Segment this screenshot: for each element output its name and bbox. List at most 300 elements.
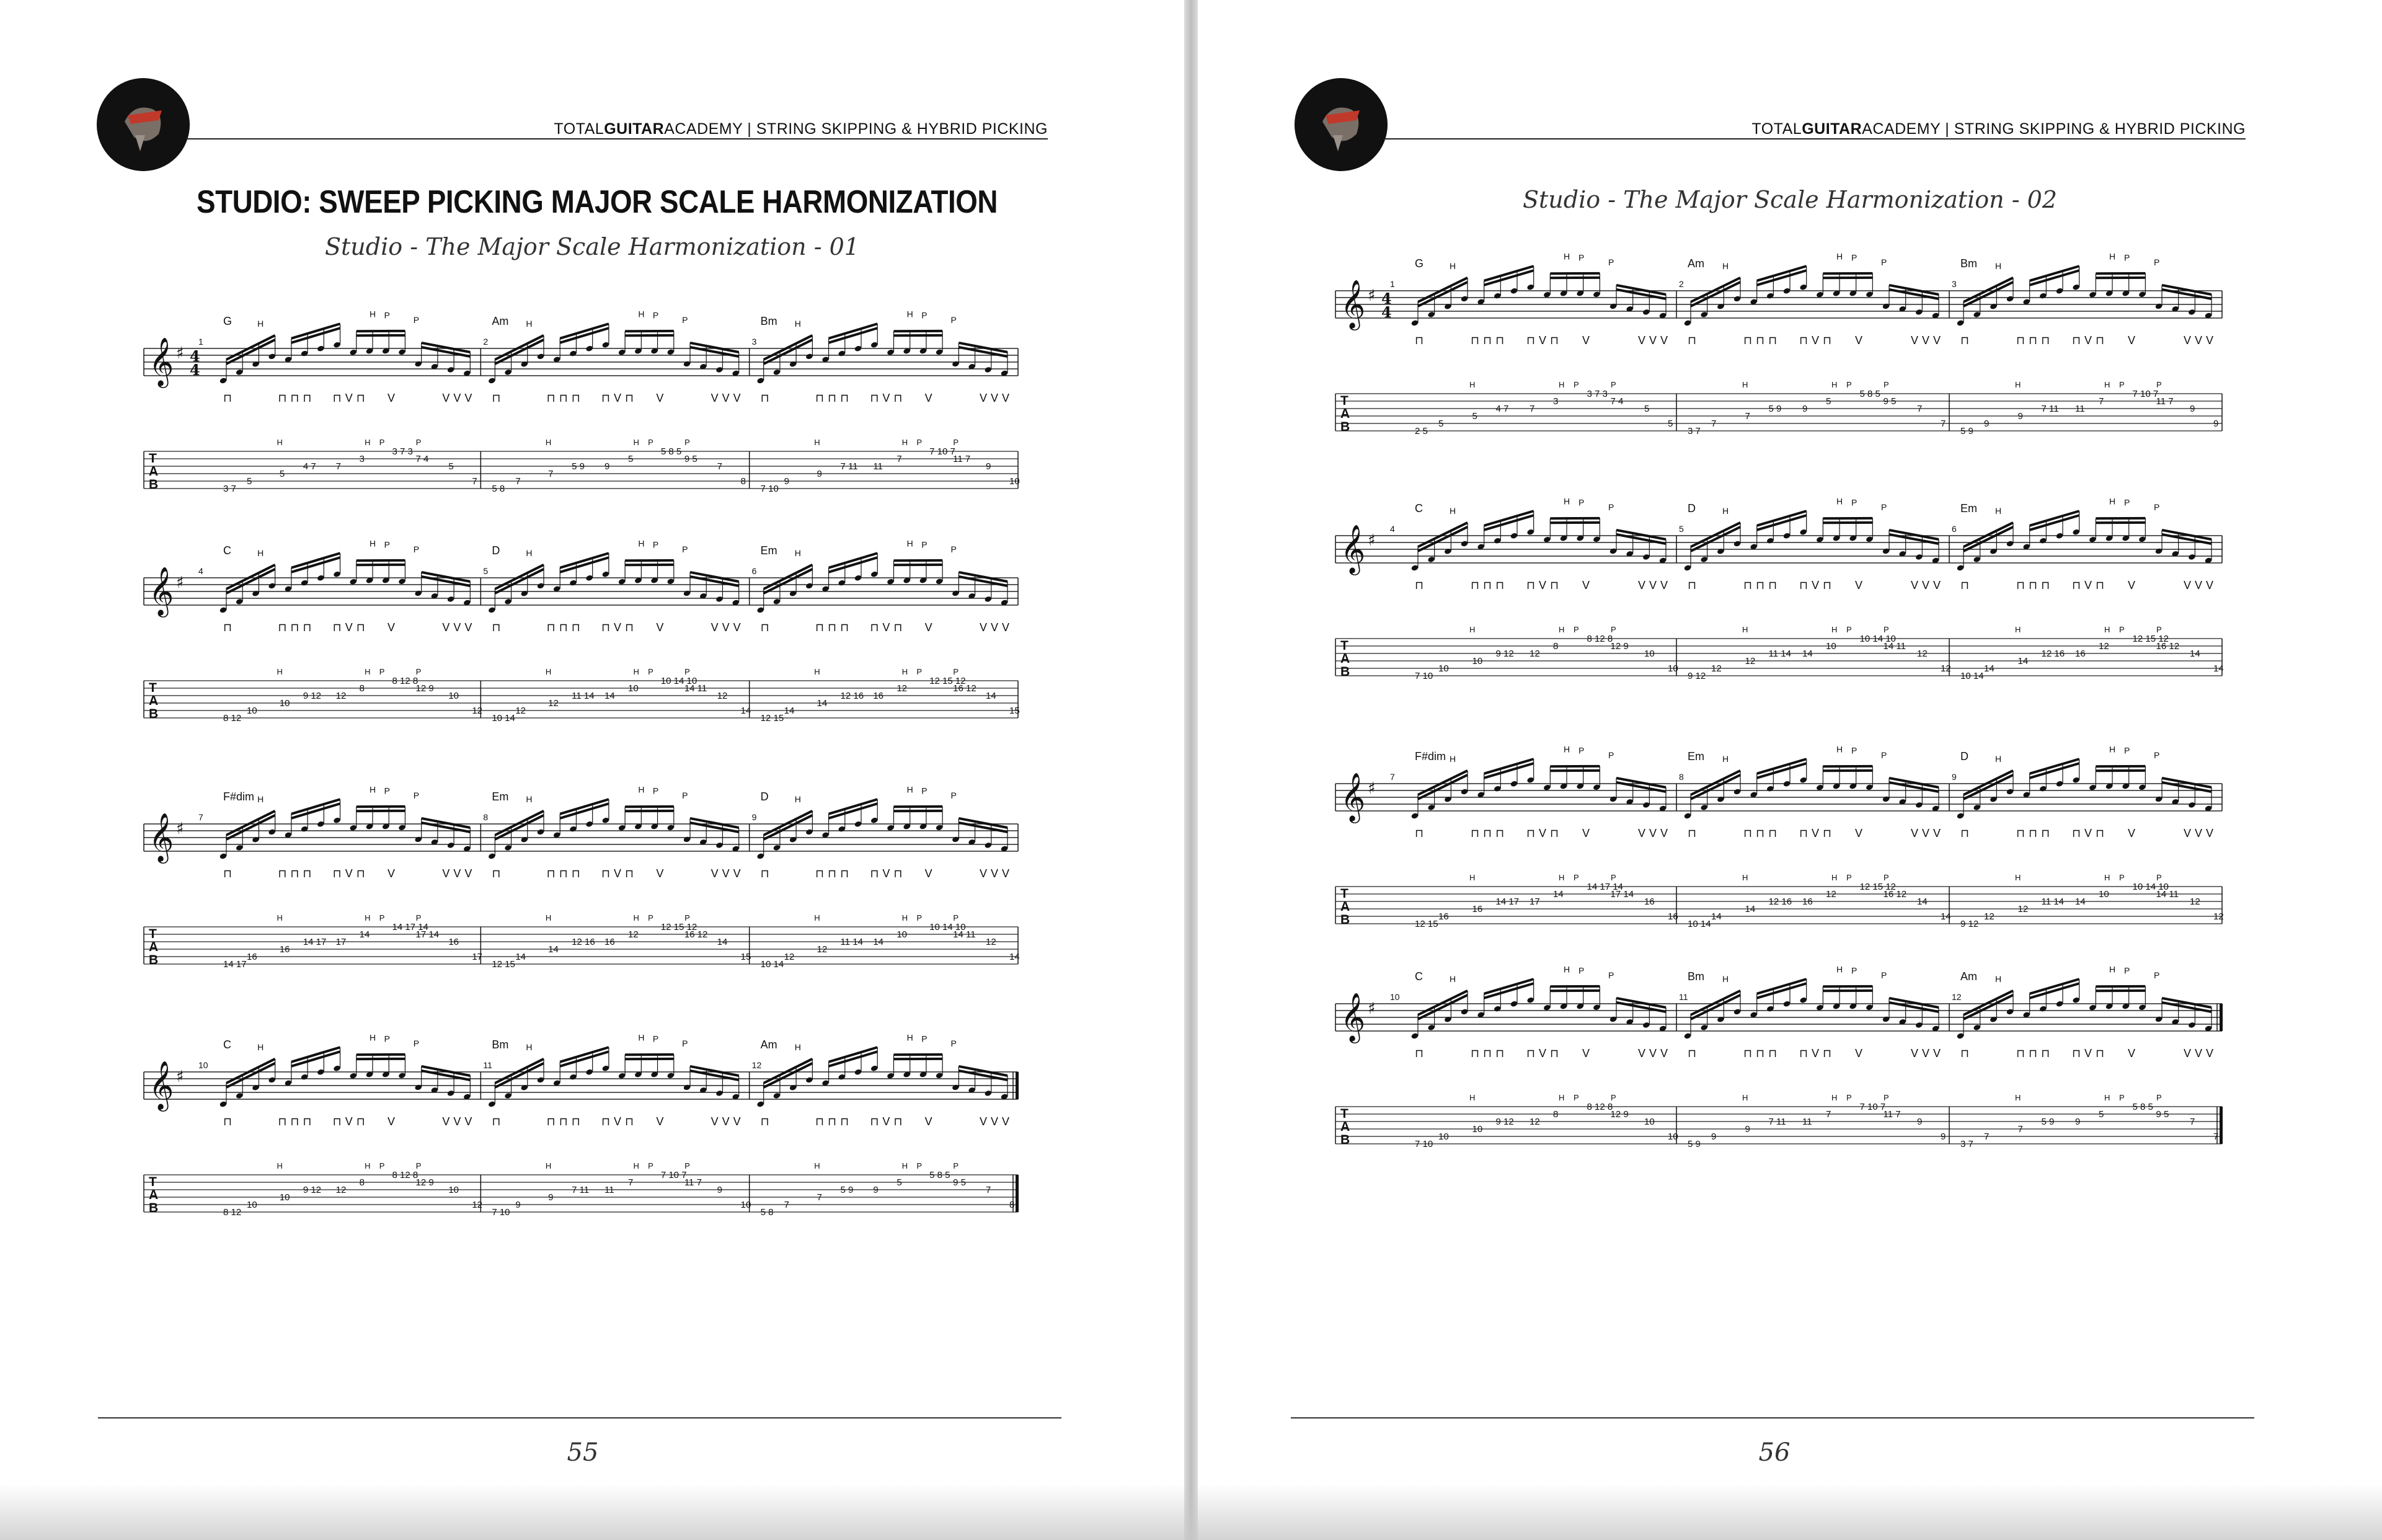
pick-direction-mark: ⊓⊓⊓ (815, 392, 853, 404)
measure-number: 4 (198, 566, 203, 576)
pick-direction-mark: ⊓⊓⊓ (815, 867, 853, 880)
tab-fret-number: 12 9 (415, 1177, 434, 1188)
tab-pull-mark: P (684, 667, 690, 676)
pick-direction-mark: VVV (711, 1115, 745, 1128)
key-sharp-icon: ♯ (1368, 999, 1376, 1018)
header-brand-guitar: GUITAR (604, 120, 665, 138)
footer-rule (98, 1417, 1061, 1418)
chord-symbol: Bm (760, 315, 777, 327)
note-beam (495, 1059, 544, 1083)
tab-fret-number: 14 (1553, 889, 1564, 900)
pick-direction-mark: ⊓ (223, 392, 236, 404)
note-beam (495, 340, 544, 364)
tab-fret-number: 7 10 7 (1859, 1102, 1886, 1112)
note-beam (226, 340, 275, 364)
tab-fret-number: 9 (604, 461, 610, 472)
tab-fret-number: 10 (1472, 656, 1483, 666)
tab-clef-letter: A (149, 694, 159, 708)
hammer-on-mark: H (370, 1032, 376, 1043)
note-beam (764, 1063, 813, 1087)
tab-fret-number: 10 (279, 698, 290, 709)
tab-hammer-mark: H (633, 438, 639, 447)
pick-direction-mark: ⊓ (1688, 827, 1701, 839)
pick-direction-mark: VVV (711, 867, 745, 880)
pull-off-mark: P (1608, 502, 1614, 512)
tab-fret-number: 16 (247, 952, 257, 962)
tab-fret-number: 9 (873, 1185, 879, 1195)
pull-off-mark: P (384, 785, 390, 796)
pull-off-mark: P (2154, 257, 2160, 267)
pull-off-mark: P (2124, 965, 2130, 976)
pick-direction-mark: ⊓⊓⊓ (1743, 1047, 1781, 1060)
tab-fret-number: 9 (2190, 404, 2195, 414)
key-sharp-icon: ♯ (176, 344, 184, 363)
hammer-on-mark: H (906, 309, 913, 319)
pick-direction-mark: ⊓V⊓ (1526, 579, 1563, 591)
pick-direction-mark: ⊓ (760, 621, 773, 634)
tab-fret-number: 16 (2075, 648, 2086, 659)
measure-number: 7 (198, 812, 203, 822)
tab-fret-number: 7 (2017, 1124, 2023, 1135)
tab-clef-letter: B (1340, 665, 1350, 679)
note-beam (226, 565, 275, 589)
pull-off-mark: P (652, 1033, 659, 1044)
pick-direction-mark: VVV (1911, 827, 1945, 839)
hammer-on-mark: H (1564, 496, 1570, 507)
chord-symbol: G (223, 315, 232, 327)
tab-fret-number: 16 12 (2156, 641, 2180, 652)
pull-off-mark: P (413, 544, 420, 554)
tab-fret-number: 11 14 (840, 937, 863, 947)
pick-direction-mark: ⊓⊓⊓ (546, 621, 584, 634)
tab-fret-number: 11 7 (684, 1177, 702, 1188)
pick-direction-mark: VVV (2184, 1047, 2218, 1060)
tab-clef-letter: A (1340, 652, 1350, 666)
tab-fret-number: 14 11 (1883, 641, 1906, 652)
pick-direction-mark: ⊓V⊓ (1526, 827, 1563, 839)
tab-pull-mark: P (415, 438, 422, 447)
hammer-on-mark: H (1450, 974, 1456, 985)
hammer-on-mark: H (1722, 506, 1729, 516)
hammer-on-mark: H (906, 784, 913, 795)
tab-fret-number: 12 (1941, 663, 1951, 674)
left-page (0, 0, 1184, 1540)
tab-hammer-mark: H (633, 913, 639, 923)
tab-fret-number: 12 (335, 1185, 347, 1195)
pick-direction-mark: ⊓⊓⊓ (2016, 827, 2054, 839)
pull-off-mark: P (950, 790, 957, 800)
note-beam (226, 335, 275, 360)
tab-hammer-mark: H (545, 1161, 552, 1170)
tab-fret-number: 4 7 (303, 461, 316, 472)
chord-symbol: Bm (1688, 970, 1704, 983)
pull-off-mark: P (921, 310, 928, 321)
tab-fret-number: 10 14 (1960, 671, 1984, 681)
tab-fret-number: 12 (817, 944, 828, 955)
tab-fret-number: 14 11 (684, 683, 707, 694)
pick-direction-mark: ⊓V⊓ (601, 621, 638, 634)
tab-fret-number: 7 (472, 476, 477, 487)
tab-fret-number: 7 10 7 (2132, 389, 2159, 399)
treble-clef-icon: 𝄞 (1340, 280, 1366, 329)
pick-direction-mark: V (924, 1115, 936, 1128)
tab-fret-number: 9 (1941, 1131, 1946, 1142)
tab-fret-number: 14 (1009, 952, 1020, 962)
hammer-on-mark: H (526, 794, 533, 805)
pick-direction-mark: V (1855, 579, 1867, 591)
pull-off-mark: P (1608, 750, 1614, 760)
tab-fret-number: 7 (515, 476, 521, 487)
pick-direction-mark: ⊓⊓⊓ (2016, 1047, 2054, 1060)
treble-clef-icon: 𝄞 (1340, 524, 1366, 573)
note-beam (1691, 282, 1740, 306)
tab-fret-number: 14 11 (2156, 889, 2179, 900)
tab-fret-number: 7 (1826, 1109, 1831, 1120)
pick-direction-mark: V (656, 621, 668, 634)
pick-direction-mark: VVV (442, 1115, 476, 1128)
treble-clef-icon: 𝄞 (1340, 993, 1366, 1042)
note-beam (1418, 771, 1468, 795)
pick-direction-mark: ⊓V⊓ (332, 621, 369, 634)
tab-pull-mark: P (684, 1161, 690, 1170)
tab-fret-number: 7 (1917, 404, 1923, 414)
tab-hammer-mark: H (2104, 380, 2110, 389)
tab-fret-number: 14 17 (223, 959, 247, 970)
pick-direction-mark: ⊓ (223, 621, 236, 634)
pick-direction-mark: ⊓ (1688, 334, 1701, 347)
tab-fret-number: 10 14 10 (929, 922, 966, 932)
pull-off-mark: P (950, 314, 957, 325)
tab-fret-number: 7 4 (1610, 396, 1624, 407)
pick-direction-mark: ⊓ (1415, 1047, 1428, 1060)
tab-fret-number: 14 17 (1495, 896, 1520, 907)
pick-direction-mark: ⊓⊓⊓ (1743, 827, 1781, 839)
tab-clef-letter: B (149, 953, 159, 967)
tab-hammer-mark: H (2015, 380, 2021, 389)
tab-fret-number: 8 12 8 (1587, 1102, 1613, 1112)
pick-direction-mark: V (2128, 1047, 2140, 1060)
tab-hammer-mark: H (1559, 1093, 1565, 1102)
tab-fret-number: 7 (1711, 418, 1717, 429)
pick-direction-mark: ⊓⊓⊓ (1471, 579, 1508, 591)
tab-fret-number: 11 (1802, 1117, 1812, 1127)
tab-pull-mark: P (415, 913, 422, 923)
tab-fret-number: 3 7 (1960, 1139, 1973, 1149)
tab-hammer-mark: H (814, 667, 820, 676)
time-signature-top: 4 (190, 347, 200, 365)
measure-number: 11 (1679, 992, 1688, 1002)
pull-off-mark: P (1578, 965, 1585, 976)
tab-fret-number: 4 7 (1495, 404, 1509, 414)
tab-fret-number: 11 (604, 1185, 614, 1195)
tab-fret-number: 10 (1668, 1131, 1678, 1142)
tab-fret-number: 11 (873, 461, 883, 472)
tab-clef-letter: B (1340, 913, 1350, 927)
note-beam (1964, 775, 2013, 799)
tab-fret-number: 12 (1530, 1117, 1540, 1127)
hammer-on-mark: H (2109, 251, 2116, 262)
hammer-on-mark: H (2109, 496, 2116, 507)
exercise-subtitle: Studio - The Major Scale Harmonization - 02 (1523, 186, 2057, 213)
pick-direction-mark: ⊓⊓⊓ (546, 1115, 584, 1128)
tab-clef-letter: A (149, 464, 159, 479)
tab-pull-mark: P (953, 438, 959, 447)
pick-direction-mark: V (2128, 579, 2140, 591)
tab-pull-mark: P (648, 913, 653, 923)
tab-fret-number: 16 (1802, 896, 1813, 907)
measure-number: 1 (1390, 279, 1395, 289)
pick-direction-mark: ⊓V⊓ (1799, 579, 1836, 591)
tab-fret-number: 8 12 (223, 713, 242, 724)
key-sharp-icon: ♯ (176, 820, 184, 838)
tab-fret-number: 10 (1826, 641, 1836, 652)
tab-fret-number: 14 (359, 929, 370, 940)
tab-fret-number: 10 (1472, 1124, 1483, 1135)
tab-fret-number: 10 14 (1688, 919, 1711, 929)
hammer-on-mark: H (638, 1032, 645, 1043)
pull-off-mark: P (2124, 745, 2130, 756)
tab-pull-mark: P (1574, 380, 1579, 389)
tab-fret-number: 17 14 (415, 929, 440, 940)
pull-off-mark: P (950, 1038, 957, 1048)
score-system-right-4 (1333, 964, 2226, 1172)
tab-clef-letter: A (1340, 407, 1350, 421)
tab-fret-number: 14 (2213, 663, 2224, 674)
pick-direction-mark: ⊓ (1960, 334, 1973, 347)
tab-fret-number: 12 15 12 (2132, 634, 2169, 644)
pick-direction-mark: ⊓⊓⊓ (546, 867, 584, 880)
academy-logo (1295, 78, 1388, 171)
pick-direction-mark: ⊓V⊓ (870, 867, 906, 880)
note-beam (1964, 278, 2013, 302)
pick-direction-mark: ⊓⊓⊓ (1471, 1047, 1508, 1060)
tab-fret-number: 16 (1438, 911, 1449, 922)
tab-fret-number: 9 12 (1688, 671, 1706, 681)
tab-pull-mark: P (648, 438, 653, 447)
pull-off-mark: P (1578, 745, 1585, 756)
header-brand-guitar: GUITAR (1802, 120, 1862, 138)
pick-direction-mark: ⊓ (1415, 334, 1428, 347)
tab-hammer-mark: H (1469, 873, 1476, 882)
hammer-on-mark: H (906, 1032, 913, 1043)
tab-pull-mark: P (2156, 873, 2162, 882)
pull-off-mark: P (384, 310, 390, 321)
tab-fret-number: 14 (817, 698, 828, 709)
page-title: STUDIO: SWEEP PICKING MAJOR SCALE HARMONIZATION (197, 184, 998, 220)
header-rule (186, 138, 1048, 139)
note-beam (1418, 775, 1468, 799)
tab-fret-number: 15 (740, 952, 751, 962)
pull-off-mark: P (1881, 970, 1887, 980)
note-beam (1691, 991, 1740, 1015)
tab-fret-number: 10 14 (760, 959, 784, 970)
key-sharp-icon: ♯ (1368, 286, 1376, 305)
pick-direction-mark: VVV (1638, 1047, 1672, 1060)
hammer-on-mark: H (257, 1042, 264, 1053)
note-beam (764, 565, 813, 589)
tab-fret-number: 5 (1668, 418, 1673, 429)
pull-off-mark: P (1851, 497, 1857, 508)
tab-pull-mark: P (1846, 873, 1852, 882)
pick-direction-mark: ⊓ (223, 867, 236, 880)
tab-fret-number: 9 12 (1960, 919, 1979, 929)
final-barline (2220, 1107, 2223, 1144)
tab-fret-number: 8 (740, 476, 746, 487)
note-beam (1964, 282, 2013, 306)
tab-fret-number: 14 (1745, 904, 1756, 914)
tab-fret-number: 16 (873, 691, 884, 701)
pick-direction-mark: ⊓ (1688, 579, 1701, 591)
tab-fret-number: 9 (784, 476, 790, 487)
tab-fret-number: 12 15 12 (660, 922, 697, 932)
hammer-on-mark: H (257, 319, 264, 329)
tab-pull-mark: P (684, 438, 690, 447)
hammer-on-mark: H (1995, 261, 2002, 272)
tab-hammer-mark: H (1469, 380, 1476, 389)
tab-hammer-mark: H (277, 438, 283, 447)
tab-fret-number: 14 (2075, 896, 2086, 907)
tab-fret-number: 7 (628, 1177, 634, 1188)
score-system-right-3 (1333, 744, 2226, 952)
pull-off-mark: P (921, 1033, 928, 1044)
tab-fret-number: 12 (472, 706, 483, 716)
tab-fret-number: 14 (1917, 896, 1928, 907)
treble-clef-icon: 𝄞 (149, 1061, 174, 1110)
tab-fret-number: 12 (784, 952, 795, 962)
tab-fret-number: 7 (2099, 396, 2104, 407)
tab-fret-number: 7 4 (415, 454, 429, 464)
tab-fret-number: 14 17 (303, 937, 327, 947)
tab-hammer-mark: H (2015, 1093, 2021, 1102)
key-sharp-icon: ♯ (1368, 531, 1376, 550)
pull-off-mark: P (652, 310, 659, 321)
footer-rule (1291, 1417, 2254, 1418)
pick-direction-mark: ⊓⊓⊓ (1471, 827, 1508, 839)
tab-hammer-mark: H (901, 913, 908, 923)
pick-direction-mark: VVV (711, 621, 745, 634)
tab-fret-number: 14 17 14 (392, 922, 428, 932)
tab-hammer-mark: H (814, 913, 820, 923)
measure-number: 12 (1952, 992, 1962, 1002)
measure-number: 9 (1952, 772, 1957, 782)
chord-symbol: C (223, 1038, 231, 1051)
tab-fret-number: 7 (548, 469, 554, 479)
pick-direction-mark: ⊓⊓⊓ (546, 392, 584, 404)
tab-hammer-mark: H (2015, 873, 2021, 882)
tab-fret-number: 12 (628, 929, 639, 940)
tab-pull-mark: P (1846, 380, 1852, 389)
pick-direction-mark: ⊓⊓⊓ (278, 1115, 316, 1128)
tab-pull-mark: P (379, 1161, 385, 1170)
pull-off-mark: P (1881, 750, 1887, 760)
tab-fret-number: 9 (717, 1185, 723, 1195)
tab-fret-number: 7 (784, 1200, 790, 1210)
tab-fret-number: 5 9 (1960, 426, 1973, 436)
tab-fret-number: 7 11 (572, 1185, 590, 1195)
treble-clef-icon: 𝄞 (1340, 772, 1366, 821)
pull-off-mark: P (1608, 257, 1614, 267)
pick-direction-mark: ⊓⊓⊓ (1743, 334, 1781, 347)
pick-direction-mark: ⊓ (760, 392, 773, 404)
note-beam (495, 569, 544, 593)
tab-fret-number: 10 (1644, 1117, 1655, 1127)
tab-fret-number: 7 10 (492, 1207, 510, 1218)
chord-symbol: Em (492, 790, 509, 803)
tab-fret-number: 12 9 (1610, 1109, 1629, 1120)
tab-pull-mark: P (648, 1161, 653, 1170)
note-beam (495, 811, 544, 835)
pick-direction-mark: ⊓ (1960, 1047, 1973, 1060)
hammer-on-mark: H (1836, 496, 1843, 507)
pick-direction-mark: ⊓V⊓ (601, 867, 638, 880)
hammer-on-mark: H (1450, 506, 1456, 516)
page-number: 56 (1758, 1438, 1791, 1467)
tab-fret-number: 5 (448, 461, 454, 472)
pick-direction-mark: ⊓⊓⊓ (2016, 579, 2054, 591)
note-beam (1691, 771, 1740, 795)
score-system-right-1 (1333, 251, 2226, 459)
tab-hammer-mark: H (633, 667, 639, 676)
tab-hammer-mark: H (545, 667, 552, 676)
pick-direction-mark: VVV (442, 392, 476, 404)
tab-fret-number: 9 5 (1883, 396, 1897, 407)
chord-symbol: Am (1960, 970, 1977, 983)
pick-direction-mark: V (1855, 1047, 1867, 1060)
pull-off-mark: P (413, 314, 420, 325)
tab-clef-letter: A (149, 940, 159, 954)
pick-direction-mark: VVV (1638, 334, 1672, 347)
tab-pull-mark: P (415, 667, 422, 676)
tab-fret-number: 7 (2190, 1117, 2195, 1127)
note-beam (764, 1059, 813, 1083)
tab-hammer-mark: H (2104, 873, 2110, 882)
tab-fret-number: 10 (247, 1200, 257, 1210)
hammer-on-mark: H (2109, 964, 2116, 975)
pick-direction-mark: VVV (980, 1115, 1014, 1128)
pull-off-mark: P (1851, 965, 1857, 976)
tab-fret-number: 10 14 10 (1859, 634, 1896, 644)
hammer-on-mark: H (638, 309, 645, 319)
tab-hammer-mark: H (901, 1161, 908, 1170)
tab-fret-number: 9 5 (953, 1177, 967, 1188)
tab-fret-number: 14 (1711, 911, 1722, 922)
pick-direction-mark: VVV (2184, 334, 2218, 347)
note-beam (226, 815, 275, 839)
pick-direction-mark: ⊓V⊓ (2072, 827, 2109, 839)
pick-direction-mark: ⊓ (492, 867, 505, 880)
hammer-on-mark: H (794, 319, 801, 329)
measure-number: 5 (1679, 524, 1684, 534)
tab-clef-letter: B (149, 707, 159, 721)
tab-fret-number: 14 (2017, 656, 2029, 666)
tab-fret-number: 10 14 10 (2132, 882, 2169, 892)
tab-fret-number: 9 (1745, 1124, 1750, 1135)
tab-fret-number: 10 (2099, 889, 2109, 900)
note-beam (226, 569, 275, 593)
note-beam (1418, 991, 1468, 1015)
tab-pull-mark: P (953, 1161, 959, 1170)
tab-pull-mark: P (2156, 380, 2162, 389)
tab-hammer-mark: H (1742, 380, 1748, 389)
chord-symbol: Em (1960, 502, 1977, 515)
tab-fret-number: 5 8 5 (2132, 1102, 2153, 1112)
chord-symbol: Bm (492, 1038, 509, 1051)
hammer-on-mark: H (1450, 261, 1456, 272)
tab-clef-letter: A (149, 1188, 159, 1202)
tab-fret-number: 12 15 (1415, 919, 1438, 929)
note-beam (764, 340, 813, 364)
tab-fret-number: 7 10 7 (929, 446, 955, 457)
